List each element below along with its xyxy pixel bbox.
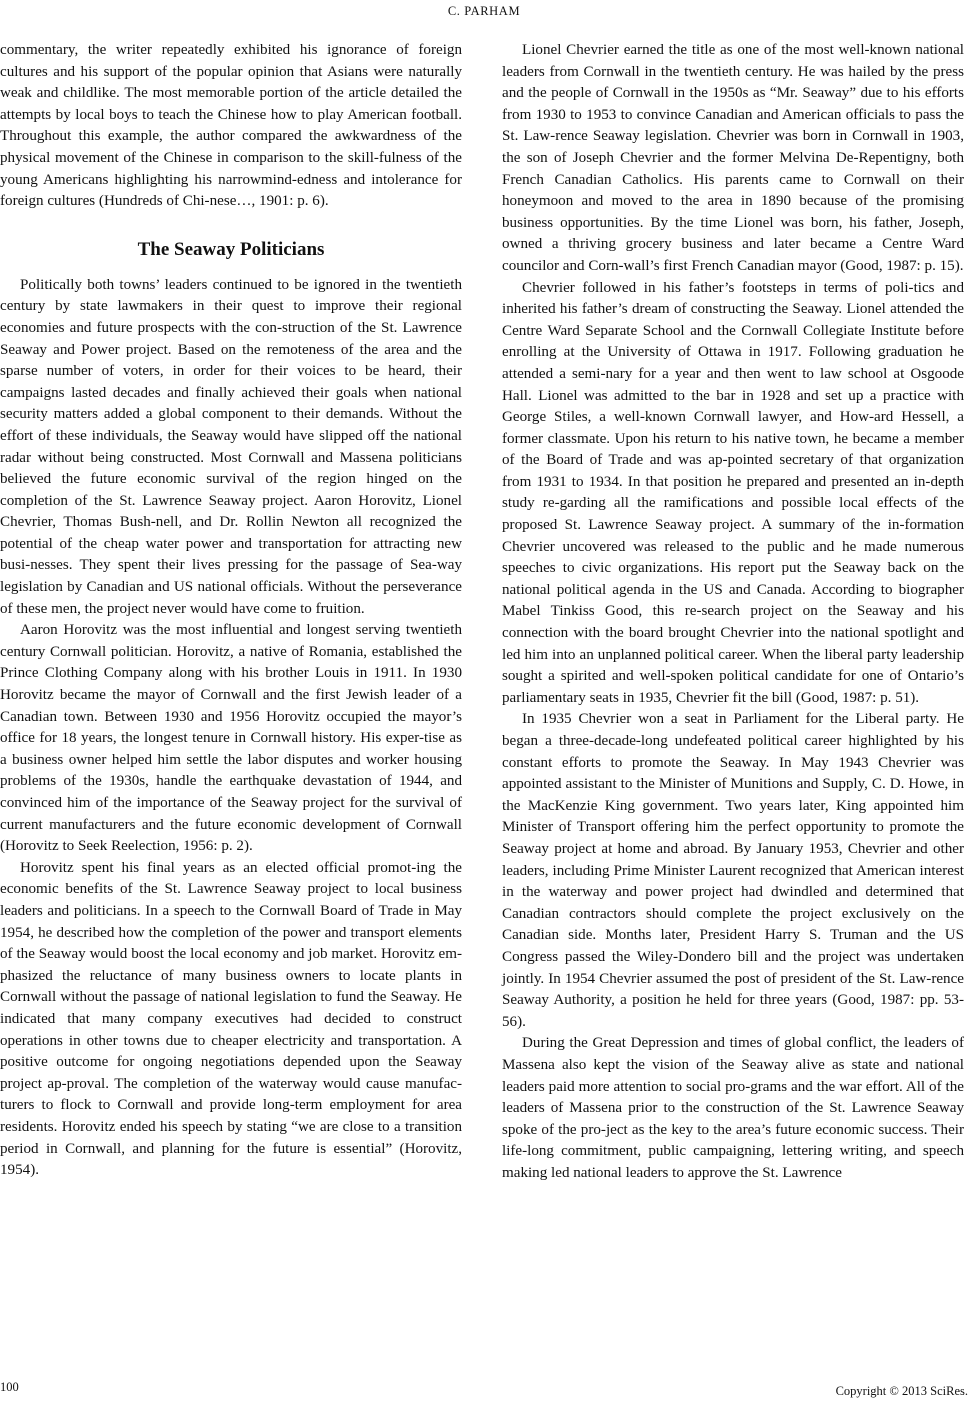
copyright-notice: Copyright © 2013 SciRes. [835,1384,968,1398]
paragraph-chevrier-education: Chevrier followed in his father’s footsteps in terms of poli-tics and inherited his father’s dream of constructing the Seaway. Lionel attended the Centre Ward Separate School and the Cornwall Collegiate Institute before enrolling at the University of Ottawa in 1917. Following graduation he attended a semi-nary for a year and then went to law school at Osgoode Hall. Lionel was admitted to the bar in 1928 and set up a practice with George Stiles, a well-known Cornwall lawyer, and How-ard Hessell, a former classmate. Upon his return to his native town, he became a member of the Board of Trade and was ap-pointed secretary of that organization from 1931 to 1934. In that position he prepared and presented an in-depth study re-garding all the ramifications and possible local effects of the proposed St. Lawrence Seaway project. A summary of the in-formation Chevrier uncovered was released to the public and he made numerous speeches to civic organizations. His report put the Seaway back on the national political agenda in the US and Canada. According to biographer Mabel Tinkiss Good, this re-search project on the Seaway and his connection with the board brought Chevrier into the national spotlight and led him into an unplanned political career. When the liberal party leadership sought a spirited and well-spoken political candidate for one of Ontario’s parliamentary seats in 1935, Chevrier fit the bill (Good, 1987: p. 51). [502,279,964,706]
intro-paragraph: commentary, the writer repeatedly exhibited his ignorance of foreign cultures and his support of the popular opinion that Asians were naturally weak and childlike. The most memorable portion of the article detailed the attempts by local boys to teach the Chinese how to play American football. Throughout this example, the author compared the awkwardness of the physical movement of the Chinese in comparison to the skill-fulness of the young Americans highlighting his narrowmind-edness and intolerance for foreign cultures (Hundreds of Chi-nese…, 1901: p. 6). [0,42,462,210]
paragraph-horovitz-speech: Horovitz spent his final years as an elected official promot-ing the economic benefits of the St. Lawrence Seaway project to local business leaders and politicians. In a speech to the Cornwall Board of Trade in May 1954, he described how the completion of the power and transport elements of the Seaway would boost the local economy and job market. Horovitz em-phasized the reluctance of many business owners to locate plants in Cornwall without the passage of national legislation to fund the Seaway. He indicated that many company executives had decided to construct operations in other towns due to cheaper electricity and transportation. A positive outcome for ongoing negotiations depended upon the Seaway project ap-proval. The completion of the waterway would cause manufac-turers to flock to Cornwall and provide long-term employment for area residents. Horovitz ended his speech by stating “we are close to a transition period in Cornwall, and planning for the future is essential” (Horovitz, 1954). [0,859,462,1179]
page-number: 100 [0,1380,19,1394]
running-header: C. PARHAM [447,4,521,18]
paragraph-seaway-politicians: Politically both towns’ leaders continued to be ignored in the twentieth century by state lawmakers in their quest to improve their regional economies and future prospects with the con-struction of the St. Lawrence Seaway and Power project. Based on the remoteness of the area and the sparse number of voters, in order for their voices to be heard, their campaigns lasted decades and finally achieved their goals when national security matters added a global component to their demands. Without the effort of these individuals, the Seaway would have slipped off the national radar without being constructed. Most Cornwall and Massena politicians believed the future economic survival of the region hinged on the completion of the St. Lawrence Seaway project. Aaron Horovitz, Lionel Chevrier, Thomas Bush-nell, and Dr. Rollin Newton all recognized the potential of the cheap water power and transportation for attracting new busi-nesses. They spent their lives pressing for the passage of Sea-way legislation by Canadian and US national officials. Without the perseverance of these men, the project never would have come to fruition. [0,276,462,617]
section-title: The Seaway Politicians [137,238,325,260]
paragraph-horovitz-bio: Aaron Horovitz was the most influential and longest serving twentieth century Cornwall politician. Horovitz, a native of Romania, established the Prince Clothing Company along with his brother Louis in 1911. In 1930 Horovitz became the mayor of Cornwall and the first Jewish leader of a Canadian town. Between 1930 and 1956 Horovitz occupied the mayor’s office for 18 years, the longest tenure in Cornwall history. His exper-tise as a business owner helped him settle the labor disputes and worker housing problems of the 1930s, handle the earthquake devastation of 1944, and convinced him of the importance of the Seaway project for the survival of current manufacturers and the future economic development of Cornwall (Horovitz to Seek Reelection, 1956: p. 2). [0,622,462,855]
paragraph-massena-leaders: During the Great Depression and times of global conflict, the leaders of Massena also kept the vision of the Seaway alive as state and national leaders paid more attention to social pro-grams and the war effort. All of the leaders of Massena prior to the construction of the St. Lawrence Seaway spoke of the pro-ject as the key to the area’s future economic success. Their life-long commitment, public campaigning, lettering writing, and speech making led national leaders to approve the St. Lawrence [502,1035,964,1181]
paragraph-chevrier-parliament: In 1935 Chevrier won a seat in Parliament for the Liberal party. He began a three-decade-long undefeated political career highlighted by his constant efforts to promote the Seaway. In May 1943 Chevrier was appointed assistant to the Minister of Munitions and Supply, C. D. Howe, in the MacKenzie King government. Two years later, King appointed him Minister of Transport offering him the perfect opportunity to promote the Seaway project at home and abroad. By January 1953, Chevrier and other leaders, including Prime Minister Laurent recognized that American interest in the waterway and power project had dwindled and determined that Canadian contractors should complete the project exclusively on the Canadian side. Months later, President Harry S. Truman and the US Congress passed the Wiley-Dondero bill and the project was undertaken jointly. In 1954 Chevrier assumed the post of president of the St. Law-rence Seaway Authority, a position he held for three years (Good, 1987: pp. 53-56). [502,711,964,1030]
left-column [0,40,462,1182]
paragraph-chevrier-intro: Lionel Chevrier earned the title as one of the most well-known national leaders from Cornwall in the twentieth century. He was hailed by the press and the people of Cornwall in the 1950s as “Mr. Seaway” due to his efforts from 1930 to 1953 to convince Canadian and American officials to pass the St. Law-rence Seaway legislation. Chevrier was born in Cornwall in 1903, the son of Joseph Chevrier and the former Melvina De-Repentigny, both French Canadian Catholics. His parents came to Cornwall on their honeymoon and moved to the area in 1890 because of the promising business opportunities. By the time Lionel was born, his father, Joseph, owned a thriving grocery business and later became a Centre Ward councilor and Corn-wall’s first French Canadian mayor (Good, 1987: p. 15). [502,42,964,274]
right-column [502,40,964,1184]
